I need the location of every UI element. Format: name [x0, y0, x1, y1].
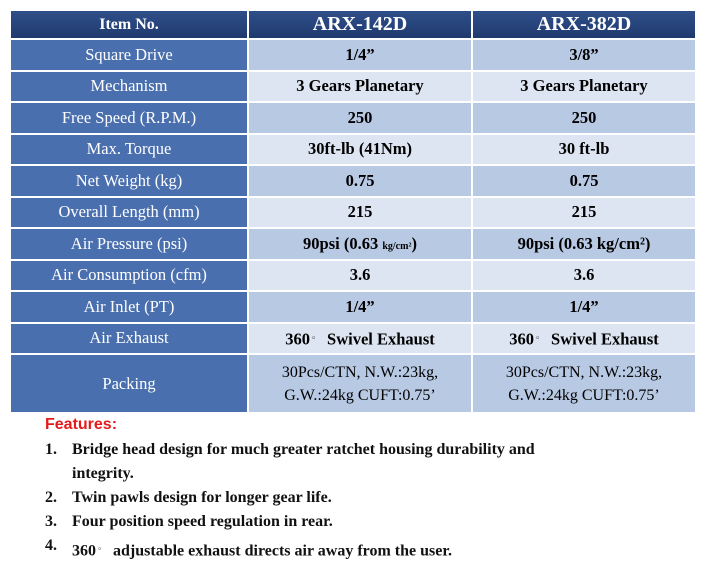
- item-text: adjustable exhaust directs air away from the user.: [113, 542, 452, 560]
- row-value-1: 1/4”: [249, 292, 471, 322]
- list-item: [45, 510, 685, 534]
- row-value-1: 30ft-lb (41Nm): [249, 135, 471, 165]
- pressure-close: ): [411, 233, 417, 253]
- row-value-2: 30 ft-lb: [473, 135, 695, 165]
- row-value-1: 0.75: [249, 166, 471, 196]
- degree-mark: 。: [536, 329, 546, 340]
- features-section: [45, 416, 685, 563]
- row-value-1: 3 Gears Planetary: [249, 72, 471, 102]
- row-value-2: 90psi (0.63 kg/cm²): [473, 229, 695, 259]
- header-model-1: ARX-142D: [249, 11, 471, 38]
- row-value-2: 3 Gears Planetary: [473, 72, 695, 102]
- row-value-2: 215: [473, 198, 695, 228]
- row-value-1: [249, 355, 471, 412]
- row-label: Square Drive: [11, 40, 247, 70]
- row-label: Net Weight (kg): [11, 166, 247, 196]
- table-row: [11, 166, 695, 196]
- degree-mark: 。: [312, 329, 322, 340]
- row-label: Mechanism: [11, 72, 247, 102]
- packing-line-1: 30Pcs/CTN, N.W.:23kg,: [505, 363, 663, 381]
- table-row: [11, 103, 695, 133]
- exhaust-text: Swivel Exhaust: [551, 329, 659, 348]
- packing-line-1: 30Pcs/CTN, N.W.:23kg,: [281, 363, 439, 381]
- table-row: [11, 324, 695, 354]
- row-value-2: [473, 324, 695, 354]
- row-value-2: 3/8”: [473, 40, 695, 70]
- row-value-1: 1/4”: [249, 40, 471, 70]
- row-label: Air Pressure (psi): [11, 229, 247, 259]
- row-value-1: 250: [249, 103, 471, 133]
- table-row: [11, 135, 695, 165]
- table-row: [11, 198, 695, 228]
- item-text: Twin pawls design for longer gear life.: [72, 489, 332, 506]
- table-row: [11, 292, 695, 322]
- exhaust-text: Swivel Exhaust: [327, 329, 435, 348]
- degree-mark: 。: [98, 541, 108, 551]
- table-row: [11, 261, 695, 291]
- table-row: [11, 72, 695, 102]
- item-number: 1.: [45, 441, 57, 458]
- row-value-2: 1/4”: [473, 292, 695, 322]
- item-text-line-2: integrity.: [72, 465, 134, 482]
- list-item: [45, 534, 685, 563]
- item-text-line-1: Bridge head design for much greater ratchet housing durability and: [72, 441, 535, 458]
- exhaust-angle: 360: [509, 329, 534, 348]
- row-value-1: [249, 229, 471, 259]
- table-header-row: [11, 11, 695, 38]
- row-value-1: 215: [249, 198, 471, 228]
- header-item-no: Item No.: [11, 11, 247, 38]
- table-row: [11, 40, 695, 70]
- item-number: 4.: [45, 537, 57, 554]
- pressure-unit: kg/cm²: [382, 240, 412, 252]
- row-value-2: 0.75: [473, 166, 695, 196]
- features-list: [45, 438, 685, 563]
- item-text: Four position speed regulation in rear.: [72, 513, 333, 530]
- item-number: 2.: [45, 489, 57, 506]
- features-title: Features:: [45, 416, 118, 433]
- row-value-2: 3.6: [473, 261, 695, 291]
- exhaust-angle: 360: [285, 329, 310, 348]
- table-row: [11, 355, 695, 412]
- row-value-2: [473, 355, 695, 412]
- row-label: Air Exhaust: [11, 324, 247, 354]
- packing-line-2: G.W.:24kg CUFT:0.75’: [508, 386, 660, 404]
- list-item: [45, 486, 685, 510]
- row-label: Max. Torque: [11, 135, 247, 165]
- row-label: Packing: [11, 355, 247, 412]
- row-label: Air Consumption (cfm): [11, 261, 247, 291]
- table-row: [11, 229, 695, 259]
- row-label: Air Inlet (PT): [11, 292, 247, 322]
- row-label: Free Speed (R.P.M.): [11, 103, 247, 133]
- header-model-2: ARX-382D: [473, 11, 695, 38]
- spec-table: [9, 9, 697, 414]
- list-item: [45, 438, 685, 486]
- item-number: 3.: [45, 513, 57, 530]
- row-value-2: 250: [473, 103, 695, 133]
- row-label: Overall Length (mm): [11, 198, 247, 228]
- item-angle: 360: [72, 542, 96, 560]
- packing-line-2: G.W.:24kg CUFT:0.75’: [284, 386, 436, 404]
- row-value-1: 3.6: [249, 261, 471, 291]
- pressure-value: 90psi (0.63: [303, 233, 383, 253]
- row-value-1: [249, 324, 471, 354]
